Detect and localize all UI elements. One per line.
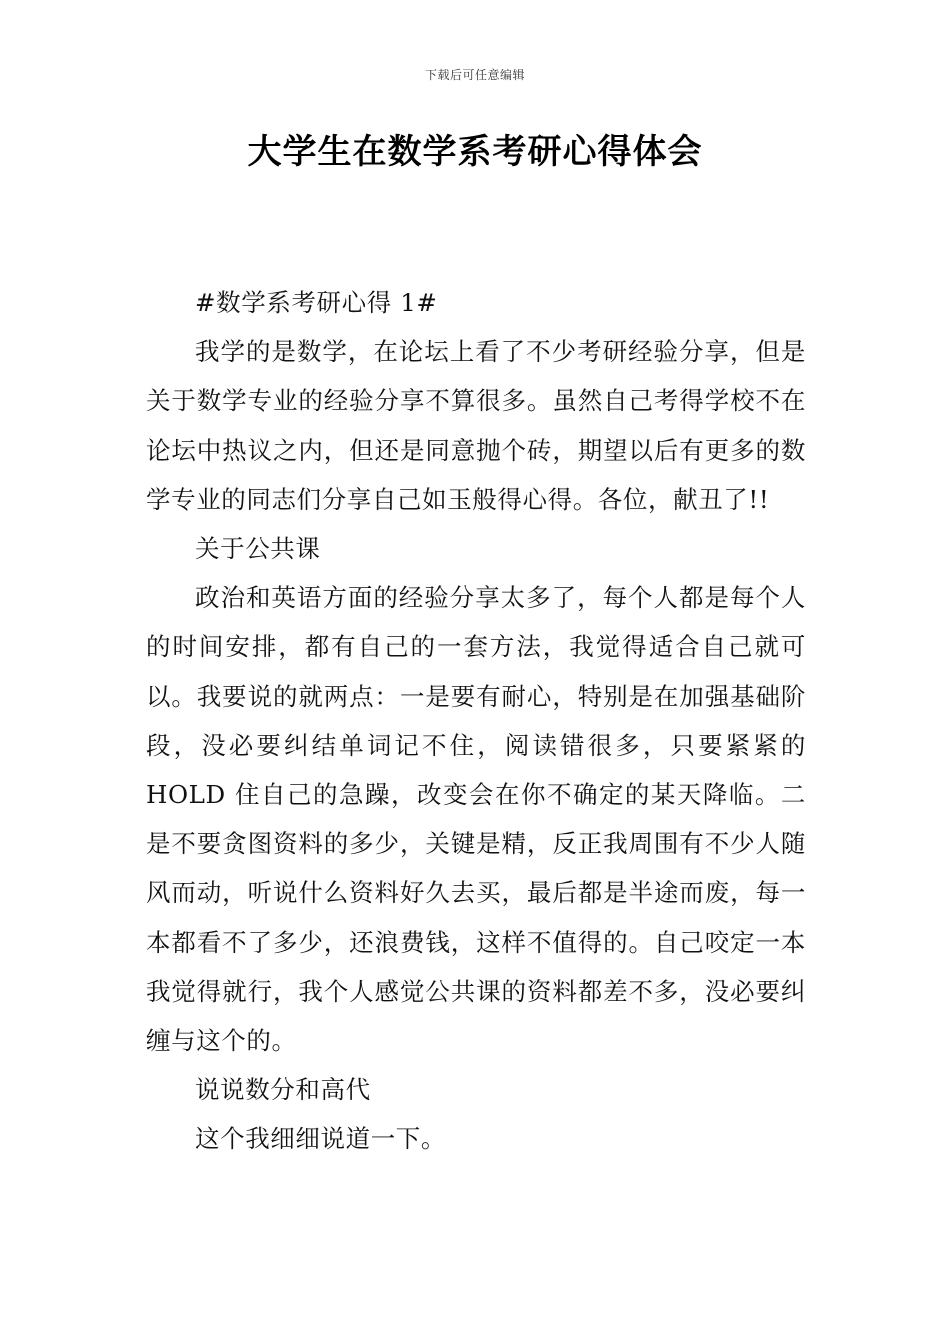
section-heading-public-courses: 关于公共课 — [195, 534, 321, 564]
paragraph-public-courses: 政治和英语方面的经验分享太多了，每个人都是每个人的时间安排，都有自己的一套方法，我觉得适合自己就可以。我要说的就两点：一是要有耐心，特别是在加强基础阶段，没必要纠结单词记不住，阅读错很多，只要紧紧的 HOLD 住自己的急躁，改变会在你不确定的某天降临。二是不要贪图资料的多少，关键是精，反正我周围有不少人随风而动，听说什么资料好久去买，最后都是半途而废，每一本都看不了多少，还浪费钱，这样不值得的。自己咬定一本我觉得就行，我个人感觉公共课的资料都差不多，没必要纠缠与这个的。 — [146, 583, 806, 1056]
document-title: 大学生在数学系考研心得体会 — [247, 132, 703, 172]
section-heading-analysis-algebra: 说说数分和高代 — [195, 1075, 371, 1105]
header-note: 下载后可任意编辑 — [424, 68, 525, 82]
document-body — [146, 278, 806, 1164]
paragraph-intro: 我学的是数学，在论坛上看了不少考研经验分享，但是关于数学专业的经验分享不算很多。虽然自己考得学校不在论坛中热议之内，但还是同意抛个砖，期望以后有更多的数学专业的同志们分享自己如玉般得心得。各位，献丑了!! — [146, 337, 806, 514]
section-heading-math-notes: #数学系考研心得 1# — [195, 288, 438, 317]
paragraph-analysis-algebra: 这个我细细说道一下。 — [195, 1124, 446, 1154]
